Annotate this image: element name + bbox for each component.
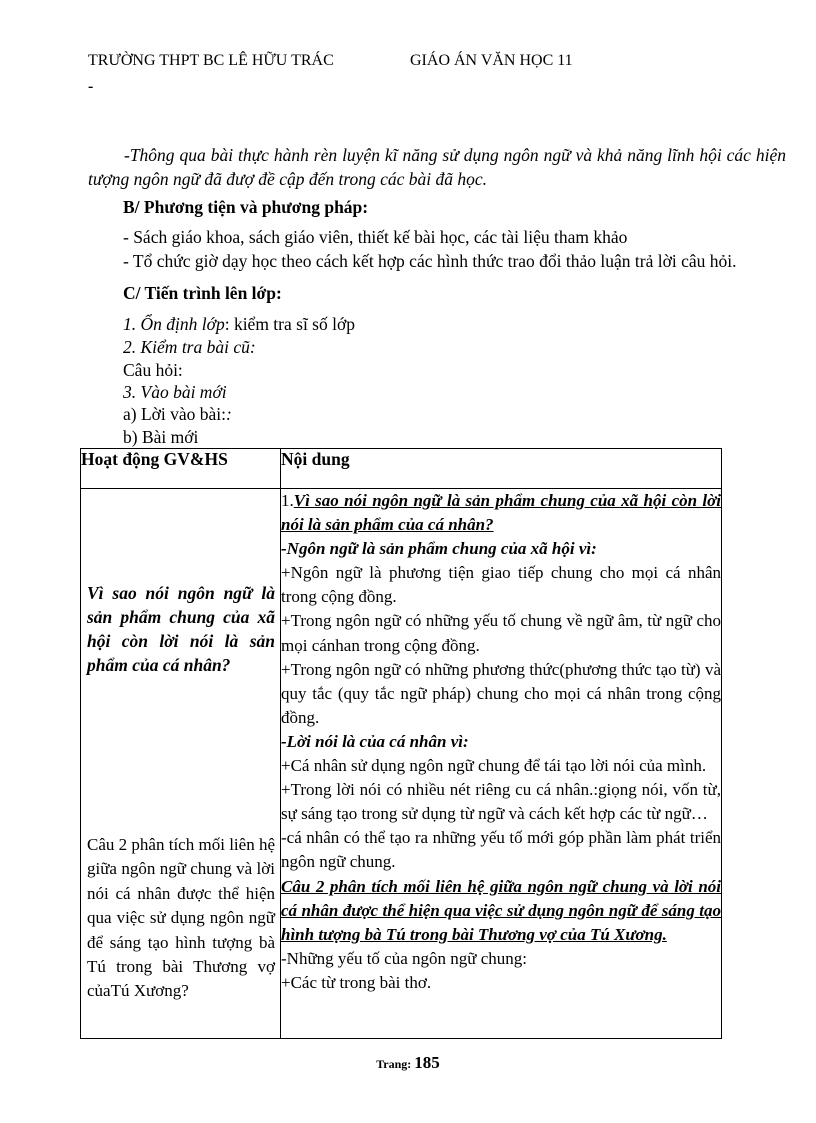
intro-paragraph [88,143,786,191]
step-a [123,404,232,425]
content-point-4: +Cá nhân sử dụng ngôn ngữ chung để tái tạo lời nói của mình. [281,756,707,776]
content-q2-title: Câu 2 phân tích mối liên hệ giữa ngôn ngữ chung và lời nói cá nhân được thể hiện qua việc sử dụng ngôn ngữ để sáng tạo hình tượng bà Tú trong bài Thương vợ của Tú Xương. [281,876,721,944]
section-b-item-1: - Sách giáo khoa, sách giáo viên, thiết kế bài học, các tài liệu tham khảo [123,227,628,247]
content-sub-1: -Ngôn ngữ là sản phẩm chung của xã hội vì: [281,539,597,559]
question-label: Câu hỏi: [123,360,183,380]
header-subject: GIÁO ÁN VĂN HỌC 11 [410,52,573,69]
page-number: 185 [414,1053,440,1072]
activity-cell [81,489,281,1039]
step-1-text: : kiểm tra sĩ số lớp [224,314,355,334]
content-sub-2: -Lời nói là của cá nhân vì: [281,731,469,751]
section-c-title: C/ Tiến trình lên lớp: [123,283,282,303]
page-label: Trang: [376,1057,415,1071]
column-header-content: Nội dung [281,449,722,489]
content-q1-number: 1. [281,491,294,510]
header-dash: - [88,78,94,95]
content-point-1: +Ngôn ngữ là phương tiện giao tiếp chung cho mọi cá nhân trong cộng đồng. [281,563,721,607]
content-point-7: -Những yếu tố của ngôn ngữ chung: [281,948,527,968]
header-school: TRƯỜNG THPT BC LÊ HỮU TRÁC [88,52,334,69]
step-a-tail: : [226,404,232,424]
page-footer [0,1053,816,1073]
step-b: b) Bài mới [123,427,199,447]
content-point-8: +Các từ trong bài thơ. [281,972,432,992]
section-b-title: B/ Phương tiện và phương pháp: [123,197,369,217]
lesson-table [80,448,722,1039]
intro-text: -Thông qua bài thực hành rèn luyện kĩ năng sử dụng ngôn ngữ và khả năng lĩnh hội các hiện tượng ngôn ngữ đã đượ đề cập đến trong các bài đã học. [88,145,786,189]
content-point-3: +Trong ngôn ngữ có những phương thức(phương thức tạo từ) và quy tắc (quy tắc ngữ pháp) chung cho mọi cá nhân trong cộng đồng. [281,659,721,727]
content-point-5: +Trong lời nói có nhiều nét riêng cu cá nhân.:giọng nói, vốn từ, sự sáng tạo trong sử dụng từ ngữ và cách kết hợp các từ ngữ… [281,780,721,824]
content-point-2: +Trong ngôn ngữ có những yếu tố chung về ngữ âm, từ ngữ cho mọi cánhan trong cộng đồng. [281,611,721,655]
column-header-activity: Hoạt động GV&HS [81,449,281,489]
step-2: 2. Kiểm tra bài cũ: [123,337,256,357]
step-1-label: 1. Ổn định lớp [123,314,225,334]
content-cell [281,489,722,1039]
content-point-6: -cá nhân có thể tạo ra những yếu tố mới góp phần làm phát triển ngôn ngữ chung. [281,828,721,872]
section-b-item-2: - Tổ chức giờ dạy học theo cách kết hợp các hình thức trao đổi thảo luận trả lời câu hỏi. [123,251,737,271]
step-a-label: a) Lời vào bài: [123,404,227,424]
step-1 [123,314,355,335]
activity-question-1: Vì sao nói ngôn ngữ là sản phẩm chung của xã hội còn lời nói là sản phẩm của cá nhân? [87,583,275,675]
activity-question-2: Câu 2 phân tích mối liên hệ giữa ngôn ngữ chung và lời nói cá nhân được thể hiện qua việc sử dụng ngôn ngữ để sáng tạo hình tượng bà Tú trong bài Thương vợ củaTú Xương? [87,835,275,1001]
step-3: 3. Vào bài mới [123,382,227,402]
content-q1 [281,489,721,537]
content-q1-title: Vì sao nói ngôn ngữ là sản phẩm chung của xã hội còn lời nói là sản phẩm của cá nhân? [281,491,721,535]
